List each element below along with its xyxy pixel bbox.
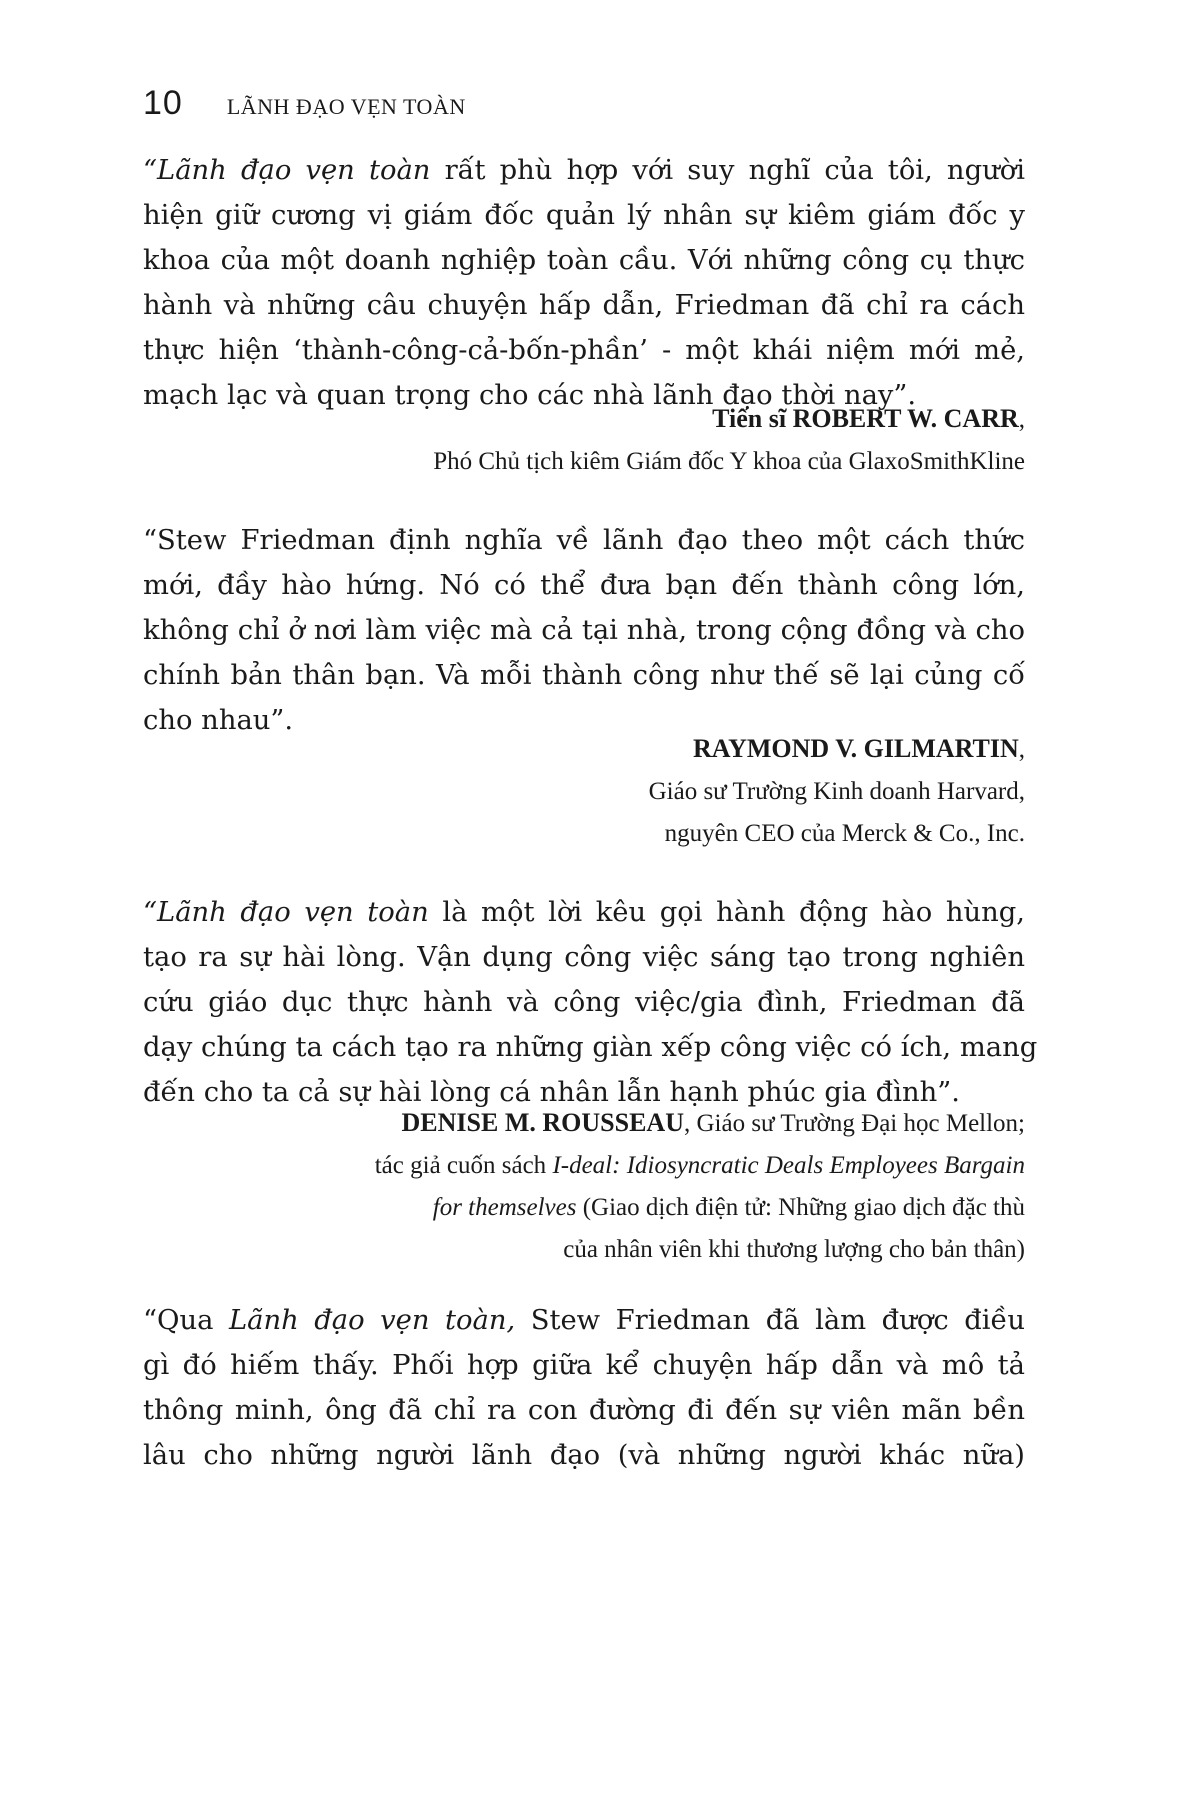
endorser-title bbox=[143, 1145, 1025, 1187]
endorsement-attribution bbox=[143, 728, 1025, 855]
book-page bbox=[143, 0, 1038, 1812]
endorser-title: nguyên CEO của Merck & Co., Inc. bbox=[664, 820, 1025, 847]
quote-line: đến cho ta cả sự hài lòng cá nhân lẫn hạnh phúc gia đình”. bbox=[143, 1077, 960, 1108]
quote-text: “Qua bbox=[143, 1305, 229, 1336]
quote-line: gì đó hiếm thấy. Phối hợp giữa kể chuyện hấp dẫn và mô tả bbox=[143, 1350, 1025, 1381]
quote-line bbox=[143, 1298, 1025, 1343]
quote-line: tạo ra sự hài lòng. Vận dụng công việc sáng tạo trong nghiên bbox=[143, 942, 1025, 973]
endorser-title: Giáo sư Trường Kinh doanh Harvard, bbox=[648, 778, 1025, 805]
quote-line: cho nhau”. bbox=[143, 705, 294, 736]
endorser-title: của nhân viên khi thương lượng cho bản thân) bbox=[563, 1236, 1025, 1263]
endorsement-attribution bbox=[143, 398, 1025, 483]
endorsement-quote bbox=[143, 1298, 1025, 1478]
endorsement-quote bbox=[143, 148, 1025, 418]
quote-line: mạch lạc và quan trọng cho các nhà lãnh đạo thời nay”. bbox=[143, 380, 917, 411]
quote-line bbox=[143, 148, 1025, 193]
endorsement-attribution bbox=[143, 1102, 1025, 1271]
book-title: LÃNH ĐẠO VẸN TOÀN bbox=[226, 94, 466, 119]
attribution-suffix: , bbox=[1018, 736, 1025, 763]
attribution-text: (Giao dịch điện tử: Những giao dịch đặc thù bbox=[576, 1194, 1025, 1221]
endorsement-quote bbox=[143, 518, 1025, 743]
quote-line: không chỉ ở nơi làm việc mà cả tại nhà, trong cộng đồng và cho bbox=[143, 615, 1025, 646]
quote-line: dạy chúng ta cách tạo ra những giàn xếp công việc có ích, mang bbox=[143, 1032, 1038, 1063]
quote-line: lâu cho những người lãnh đạo (và những người khác nữa) bbox=[143, 1440, 1025, 1471]
cited-book-title: I-deal: Idiosyncratic Deals Employees Bargain bbox=[552, 1152, 1025, 1179]
attribution-text: tác giả cuốn sách bbox=[374, 1152, 553, 1179]
quote-text: rất phù hợp với suy nghĩ của tôi, người bbox=[430, 155, 1025, 186]
running-header bbox=[143, 84, 466, 132]
quote-text: là một lời kêu gọi hành động hào hùng, bbox=[428, 897, 1025, 928]
endorsement-quote bbox=[143, 890, 1038, 1115]
attribution-suffix: , Giáo sư Trường Đại học Mellon; bbox=[683, 1110, 1025, 1137]
quote-text: Stew Friedman đã làm được điều bbox=[515, 1305, 1025, 1336]
quote-line: cứu giáo dục thực hành và công việc/gia đình, Friedman đã bbox=[143, 987, 1025, 1018]
quote-line: hành và những câu chuyện hấp dẫn, Friedman đã chỉ ra cách bbox=[143, 290, 1025, 321]
quote-line: hiện giữ cương vị giám đốc quản lý nhân sự kiêm giám đốc y bbox=[143, 200, 1025, 231]
attribution-line bbox=[143, 398, 1025, 441]
quote-line: thông minh, ông đã chỉ ra con đường đi đến sự viên mãn bền bbox=[143, 1395, 1025, 1426]
quote-line: thực hiện ‘thành-công-cả-bốn-phần’ - một khái niệm mới mẻ, bbox=[143, 335, 1025, 366]
quote-line: “Stew Friedman định nghĩa về lãnh đạo theo một cách thức bbox=[143, 525, 1025, 556]
endorser-title bbox=[143, 1187, 1025, 1229]
quote-line: mới, đầy hào hứng. Nó có thể đưa bạn đến thành công lớn, bbox=[143, 570, 1025, 601]
endorser-title: Phó Chủ tịch kiêm Giám đốc Y khoa của GlaxoSmithKline bbox=[433, 448, 1025, 475]
endorser-name: RAYMOND V. GILMARTIN bbox=[692, 734, 1019, 763]
attribution-suffix: , bbox=[1018, 406, 1025, 433]
attribution-line bbox=[143, 728, 1025, 771]
book-title-italic: “Lãnh đạo vẹn toàn bbox=[143, 155, 431, 186]
cited-book-title: for themselves bbox=[432, 1194, 577, 1221]
book-title-italic: Lãnh đạo vẹn toàn, bbox=[228, 1305, 516, 1336]
quote-line: khoa của một doanh nghiệp toàn cầu. Với những công cụ thực bbox=[143, 245, 1025, 276]
endorser-name: Tiến sĩ ROBERT W. CARR bbox=[712, 404, 1019, 433]
quote-line: chính bản thân bạn. Và mỗi thành công như thế sẽ lại củng cố bbox=[143, 660, 1025, 691]
attribution-line bbox=[143, 1102, 1025, 1145]
book-title-italic: “Lãnh đạo vẹn toàn bbox=[143, 897, 429, 928]
page-number: 10 bbox=[143, 84, 183, 122]
quote-line bbox=[143, 890, 1025, 935]
endorser-name: DENISE M. ROUSSEAU bbox=[401, 1108, 684, 1137]
